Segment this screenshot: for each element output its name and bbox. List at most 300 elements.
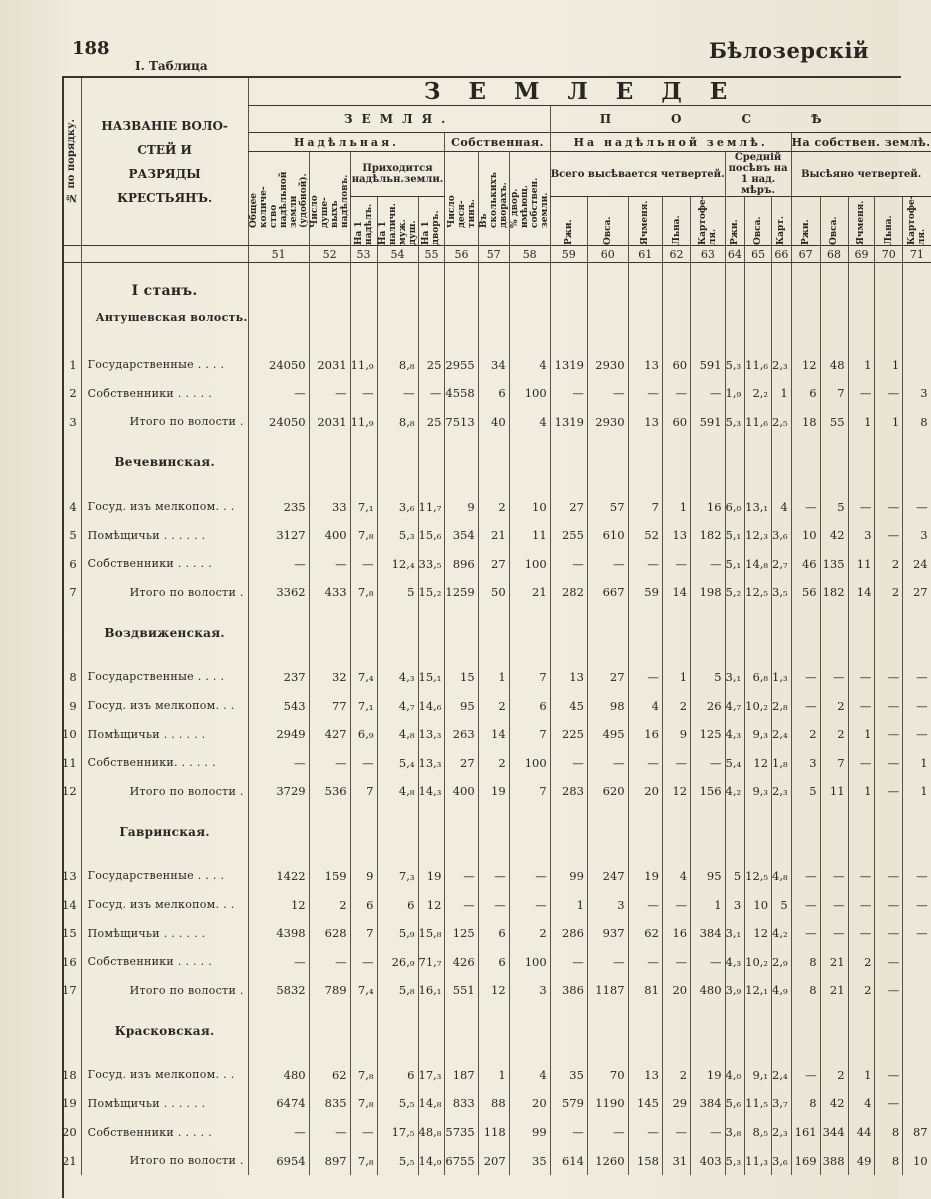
table-cell: 88 xyxy=(478,1089,509,1118)
table-cell: 6474 xyxy=(248,1089,309,1118)
table-cell: 4,₉ xyxy=(772,976,792,1005)
table-cell: 2,₈ xyxy=(772,691,792,720)
table-cell: 32 xyxy=(309,663,350,692)
table-cell: 13 xyxy=(628,408,662,437)
table-cell: 11 xyxy=(509,521,550,550)
table-cell: 10 xyxy=(509,492,550,521)
col-header-68: Овса. xyxy=(820,197,848,246)
table-cell: 35 xyxy=(509,1146,550,1175)
table-cell: 2,₂ xyxy=(745,379,772,408)
table-cell: 400 xyxy=(309,521,350,550)
table-cell: 6954 xyxy=(248,1146,309,1175)
nadelnaya-header: Надѣльная. xyxy=(248,133,445,152)
table-cell: 4 xyxy=(662,862,690,891)
table-cell: 56 xyxy=(791,578,820,607)
table-cell: — xyxy=(875,691,903,720)
table-cell: 286 xyxy=(550,919,587,948)
column-number: 55 xyxy=(418,246,445,263)
table-cell: 159 xyxy=(309,862,350,891)
table-cell: 7 xyxy=(820,748,848,777)
table-cell: 125 xyxy=(445,919,478,948)
vsego-header: Всего высѣвается четвертей. xyxy=(550,152,725,197)
table-cell: — xyxy=(820,862,848,891)
table-cell: 354 xyxy=(445,521,478,550)
sobstvennaya-header: Собственная. xyxy=(445,133,550,152)
table-cell: — xyxy=(791,492,820,521)
table-cell: — xyxy=(791,862,820,891)
table-cell: 5,₄ xyxy=(725,748,745,777)
column-number: 64 xyxy=(725,246,745,263)
table-cell: 13 xyxy=(628,1061,662,1090)
table-cell: 1,₈ xyxy=(772,748,792,777)
table-cell: 16 xyxy=(662,919,690,948)
table-cell: 7,₁ xyxy=(350,691,377,720)
table-cell: 2 xyxy=(478,492,509,521)
table-cell: 2 xyxy=(662,1061,690,1090)
table-cell: 4,₈ xyxy=(377,720,418,749)
column-number: 70 xyxy=(875,246,903,263)
table-cell: 8 xyxy=(875,1118,903,1147)
table-cell: 4558 xyxy=(445,379,478,408)
table-cell: 161 xyxy=(791,1118,820,1147)
table-cell: 5832 xyxy=(248,976,309,1005)
table-cell: 384 xyxy=(691,919,725,948)
table-cell: — xyxy=(875,777,903,806)
table-cell: 13,₁ xyxy=(745,492,772,521)
table-cell: 95 xyxy=(691,862,725,891)
table-cell: 60 xyxy=(662,408,690,437)
table-cell: 20 xyxy=(509,1089,550,1118)
table-cell: 2949 xyxy=(248,720,309,749)
table-cell: 1 xyxy=(903,777,931,806)
table-cell: 4,₇ xyxy=(377,691,418,720)
column-number: 57 xyxy=(478,246,509,263)
table-cell: 2,₉ xyxy=(772,947,792,976)
table-cell: 5 xyxy=(691,663,725,692)
table-cell: 12 xyxy=(418,890,445,919)
column-number: 51 xyxy=(248,246,309,263)
row-label: Госуд. изъ мелкопом. . . xyxy=(81,890,248,919)
table-cell: 4,₂ xyxy=(725,777,745,806)
column-number: 67 xyxy=(791,246,820,263)
table-cell: — xyxy=(418,379,445,408)
table-cell: — xyxy=(628,1118,662,1147)
table-cell: — xyxy=(309,1118,350,1147)
table-cell: 610 xyxy=(587,521,628,550)
table-cell: 5,₆ xyxy=(725,1089,745,1118)
table-cell: 7,₁ xyxy=(350,492,377,521)
row-label: Собственники . . . . . xyxy=(81,1118,248,1147)
table-row xyxy=(62,1146,931,1175)
table-cell: 5,₄ xyxy=(377,748,418,777)
column-number: 69 xyxy=(848,246,875,263)
table-cell: — xyxy=(550,748,587,777)
table-cell: 3,₈ xyxy=(725,1118,745,1147)
table-cell: 1 xyxy=(875,408,903,437)
table-cell: — xyxy=(875,492,903,521)
table-cell: 16 xyxy=(628,720,662,749)
table-cell: 667 xyxy=(587,578,628,607)
table-cell: 5 xyxy=(791,777,820,806)
table-cell: — xyxy=(350,1118,377,1147)
table-cell: 45 xyxy=(550,691,587,720)
section-title: Вечевинская. xyxy=(81,448,248,476)
table-cell: 6,₈ xyxy=(745,663,772,692)
table-cell: 15,₈ xyxy=(418,919,445,948)
table-cell: — xyxy=(350,549,377,578)
table-cell: 21 xyxy=(820,947,848,976)
table-cell: 11,₉ xyxy=(350,408,377,437)
table-cell: — xyxy=(445,890,478,919)
column-number: 54 xyxy=(377,246,418,263)
table-cell: 4,₂ xyxy=(772,919,792,948)
table-cell: 247 xyxy=(587,862,628,891)
table-cell: 19 xyxy=(418,862,445,891)
table-cell: 34 xyxy=(478,351,509,380)
table-cell: 48 xyxy=(820,351,848,380)
colnum-blank xyxy=(62,246,81,263)
table-cell: 10 xyxy=(903,1146,931,1175)
row-label: Собственники . . . . . xyxy=(81,947,248,976)
table-cell: 100 xyxy=(509,947,550,976)
table-cell: 156 xyxy=(691,777,725,806)
row-index: 15 xyxy=(62,926,77,941)
table-cell: 99 xyxy=(550,862,587,891)
spacer-row xyxy=(62,846,931,862)
table-cell: 1,₉ xyxy=(725,379,745,408)
table-cell: — xyxy=(478,890,509,919)
table-cell: 3 xyxy=(509,976,550,1005)
table-cell: 60 xyxy=(662,351,690,380)
table-cell: — xyxy=(903,663,931,692)
table-cell: 4,₈ xyxy=(377,777,418,806)
table-cell: 1 xyxy=(691,890,725,919)
table-cell: 1 xyxy=(848,1061,875,1090)
table-cell: — xyxy=(875,976,903,1005)
table-cell: 3,₆ xyxy=(772,1146,792,1175)
table-cell: 21 xyxy=(478,521,509,550)
table-cell: 7 xyxy=(350,777,377,806)
table-cell: 17,₃ xyxy=(418,1061,445,1090)
table-cell: — xyxy=(820,663,848,692)
table-cell: 12,₁ xyxy=(745,976,772,1005)
table-cell: — xyxy=(628,379,662,408)
row-index: 5 xyxy=(69,528,77,543)
table-cell: — xyxy=(550,947,587,976)
table-cell: 15,₂ xyxy=(418,578,445,607)
table-cell: 11,₇ xyxy=(418,492,445,521)
table-cell: 11,₅ xyxy=(745,1089,772,1118)
table-row xyxy=(62,549,931,578)
table-cell: 1260 xyxy=(587,1146,628,1175)
table-cell: 2,₅ xyxy=(772,408,792,437)
table-cell: 4,₃ xyxy=(725,947,745,976)
table-cell: 1319 xyxy=(550,408,587,437)
table-cell: — xyxy=(662,549,690,578)
col-header-65: Овса. xyxy=(745,197,772,246)
table-cell: 11 xyxy=(820,777,848,806)
table-cell: 480 xyxy=(248,1061,309,1090)
table-cell: 543 xyxy=(248,691,309,720)
table-cell: 896 xyxy=(445,549,478,578)
table-cell: 3,₆ xyxy=(377,492,418,521)
table-cell: 1422 xyxy=(248,862,309,891)
table-cell: 6 xyxy=(350,890,377,919)
table-cell: 7 xyxy=(350,919,377,948)
spacer-row xyxy=(62,331,931,351)
table-cell: 386 xyxy=(550,976,587,1005)
table-cell: — xyxy=(791,890,820,919)
name-header: НАЗВАНІЕ ВОЛО- СТЕЙ И РАЗРЯДЫ КРЕСТЬЯНЪ. xyxy=(101,118,228,205)
col-header-54: На 1 наличн. муж. душ. xyxy=(377,197,418,246)
table-cell: 1 xyxy=(848,777,875,806)
table-cell: 2 xyxy=(478,748,509,777)
na-sobstven-header: На собствен. землѣ. xyxy=(791,133,930,152)
table-cell: 12,₅ xyxy=(745,862,772,891)
table-cell: 833 xyxy=(445,1089,478,1118)
col-header-63: Картофе- ля. xyxy=(691,197,725,246)
table-row xyxy=(62,720,931,749)
spacer-row xyxy=(62,607,931,619)
table-cell: 125 xyxy=(691,720,725,749)
table-row xyxy=(62,777,931,806)
table-cell: — xyxy=(875,862,903,891)
column-number: 60 xyxy=(587,246,628,263)
table-cell: 400 xyxy=(445,777,478,806)
table-cell: — xyxy=(309,748,350,777)
table-cell: 6,₀ xyxy=(725,492,745,521)
table-cell: 27 xyxy=(445,748,478,777)
table-cell: 579 xyxy=(550,1089,587,1118)
table-cell: — xyxy=(445,862,478,891)
table-cell: 14,₈ xyxy=(418,1089,445,1118)
section-subtitle: Антушевская волость. xyxy=(81,305,248,331)
table-cell: 2 xyxy=(875,549,903,578)
table-cell: 4 xyxy=(848,1089,875,1118)
table-cell: — xyxy=(820,919,848,948)
row-label: Помѣщичьи . . . . . . xyxy=(81,521,248,550)
table-cell: — xyxy=(875,890,903,919)
table-cell: 2 xyxy=(478,691,509,720)
table-cell: 5,₃ xyxy=(725,1146,745,1175)
row-index: 20 xyxy=(62,1125,77,1140)
table-cell xyxy=(903,1061,931,1090)
table-cell: 7,₈ xyxy=(350,1146,377,1175)
table-cell: 12 xyxy=(745,748,772,777)
table-cell: — xyxy=(875,1061,903,1090)
table-cell: 897 xyxy=(309,1146,350,1175)
table-cell: 35 xyxy=(550,1061,587,1090)
table-cell: 3,₅ xyxy=(772,578,792,607)
table-cell: 1 xyxy=(662,663,690,692)
table-cell: 8 xyxy=(791,947,820,976)
table-cell: 19 xyxy=(478,777,509,806)
table-cell: — xyxy=(848,691,875,720)
table-cell: 95 xyxy=(445,691,478,720)
table-cell: 5,₁ xyxy=(725,521,745,550)
row-index: 19 xyxy=(62,1096,77,1111)
table-cell: 7,₃ xyxy=(377,862,418,891)
table-row xyxy=(62,919,931,948)
table-cell: 169 xyxy=(791,1146,820,1175)
table-cell: — xyxy=(903,720,931,749)
table-cell: 2 xyxy=(848,947,875,976)
table-cell: 21 xyxy=(509,578,550,607)
row-label: Помѣщичьи . . . . . . xyxy=(81,720,248,749)
table-cell: — xyxy=(662,947,690,976)
column-number: 53 xyxy=(350,246,377,263)
table-cell: 5,₁ xyxy=(725,549,745,578)
row-index: 3 xyxy=(69,414,77,429)
table-cell: — xyxy=(691,1118,725,1147)
table-cell: — xyxy=(791,919,820,948)
table-cell: 11,₆ xyxy=(745,351,772,380)
table-cell: 7,₄ xyxy=(350,976,377,1005)
column-number: 56 xyxy=(445,246,478,263)
table-cell: 2 xyxy=(848,976,875,1005)
table-cell: 1,₃ xyxy=(772,663,792,692)
col-header-58: % двор. имѣющ. собствен. земли. xyxy=(509,152,550,246)
table-row xyxy=(62,748,931,777)
row-index: 17 xyxy=(62,983,77,998)
table-cell: 48,₈ xyxy=(418,1118,445,1147)
table-cell: 10,₂ xyxy=(745,947,772,976)
table-row xyxy=(62,408,931,437)
table-cell: — xyxy=(691,549,725,578)
colnum-blank xyxy=(81,246,248,263)
table-cell: 2,₄ xyxy=(772,1061,792,1090)
table-cell: — xyxy=(691,379,725,408)
table-cell: 388 xyxy=(820,1146,848,1175)
row-label: Собственники . . . . . xyxy=(81,549,248,578)
table-cell: 2930 xyxy=(587,408,628,437)
table-cell: 20 xyxy=(628,777,662,806)
table-cell: 3127 xyxy=(248,521,309,550)
table-cell: 27 xyxy=(478,549,509,578)
table-cell: 10 xyxy=(791,521,820,550)
column-number: 61 xyxy=(628,246,662,263)
table-cell: 7,₈ xyxy=(350,1089,377,1118)
table-cell: 70 xyxy=(587,1061,628,1090)
table-cell: — xyxy=(628,748,662,777)
table-cell: 6 xyxy=(478,947,509,976)
table-cell: 33,₅ xyxy=(418,549,445,578)
table-cell: 158 xyxy=(628,1146,662,1175)
table-cell: — xyxy=(791,691,820,720)
table-cell: 4398 xyxy=(248,919,309,948)
table-cell: 4,₀ xyxy=(725,1061,745,1090)
table-cell: 40 xyxy=(478,408,509,437)
table-cell: 1259 xyxy=(445,578,478,607)
table-row xyxy=(62,379,931,408)
table-cell: 9,₃ xyxy=(745,777,772,806)
table-cell: 1 xyxy=(848,408,875,437)
table-cell: 4,₃ xyxy=(377,663,418,692)
row-label: Помѣщичьи . . . . . . xyxy=(81,919,248,948)
table-cell: — xyxy=(587,1118,628,1147)
table-cell: — xyxy=(248,748,309,777)
table-cell: — xyxy=(848,379,875,408)
table-cell: 46 xyxy=(791,549,820,578)
table-cell: 29 xyxy=(662,1089,690,1118)
col-header-69: Ячменя. xyxy=(848,197,875,246)
table-row xyxy=(62,890,931,919)
index-header-cell xyxy=(62,78,81,246)
table-cell: — xyxy=(791,663,820,692)
table-cell: — xyxy=(509,890,550,919)
table-cell: 2 xyxy=(820,720,848,749)
table-cell: 4,₃ xyxy=(725,720,745,749)
table-cell: 2 xyxy=(309,890,350,919)
spacer-row xyxy=(62,647,931,663)
table-cell: 4 xyxy=(509,1061,550,1090)
table-cell: 198 xyxy=(691,578,725,607)
table-cell: — xyxy=(248,947,309,976)
zemlya-header: ЗЕМЛЯ. xyxy=(248,106,550,133)
table-cell: 5,₃ xyxy=(725,408,745,437)
table-cell: 2,₃ xyxy=(772,1118,792,1147)
table-cell xyxy=(903,976,931,1005)
table-cell: 13 xyxy=(662,521,690,550)
table-row xyxy=(62,862,931,891)
table-cell: 255 xyxy=(550,521,587,550)
row-label: Государственные . . . . xyxy=(81,663,248,692)
table-cell: 628 xyxy=(309,919,350,948)
table-cell: — xyxy=(550,379,587,408)
table-cell: 55 xyxy=(820,408,848,437)
section-title-row xyxy=(62,277,931,305)
table-cell: 5 xyxy=(725,862,745,891)
table-cell: 207 xyxy=(478,1146,509,1175)
row-label: Госуд. изъ мелкопом. . . xyxy=(81,1061,248,1090)
table-cell: 2 xyxy=(509,919,550,948)
table-cell: 2 xyxy=(875,578,903,607)
table-cell: 1 xyxy=(772,379,792,408)
table-cell: 5,₃ xyxy=(377,521,418,550)
table-cell: 835 xyxy=(309,1089,350,1118)
table-cell: 6 xyxy=(377,1061,418,1090)
table-cell: 591 xyxy=(691,351,725,380)
table-cell: 5 xyxy=(820,492,848,521)
table-cell: 27 xyxy=(550,492,587,521)
table-row xyxy=(62,691,931,720)
table-cell: 8,₅ xyxy=(745,1118,772,1147)
table-cell: 1 xyxy=(848,351,875,380)
table-cell: 7 xyxy=(509,777,550,806)
table-cell: 12 xyxy=(248,890,309,919)
table-cell: — xyxy=(628,549,662,578)
table-cell: 7,₄ xyxy=(350,663,377,692)
table-cell: 5 xyxy=(377,578,418,607)
table-cell: 2031 xyxy=(309,351,350,380)
page-number: 188 xyxy=(72,38,110,59)
spacer-row xyxy=(62,806,931,818)
table-cell: 1187 xyxy=(587,976,628,1005)
table-cell: — xyxy=(350,748,377,777)
table-cell: 57 xyxy=(587,492,628,521)
table-cell: 44 xyxy=(848,1118,875,1147)
table-cell: 11,₃ xyxy=(745,1146,772,1175)
table-cell: 27 xyxy=(587,663,628,692)
section-subtitle-row xyxy=(62,305,931,331)
row-index: 8 xyxy=(69,669,77,684)
table-row xyxy=(62,1089,931,1118)
table-cell: 11,₉ xyxy=(350,351,377,380)
table-cell: — xyxy=(875,748,903,777)
table-cell: — xyxy=(875,521,903,550)
row-label: Итого по волости . xyxy=(81,578,248,607)
table-cell: 10,₂ xyxy=(745,691,772,720)
